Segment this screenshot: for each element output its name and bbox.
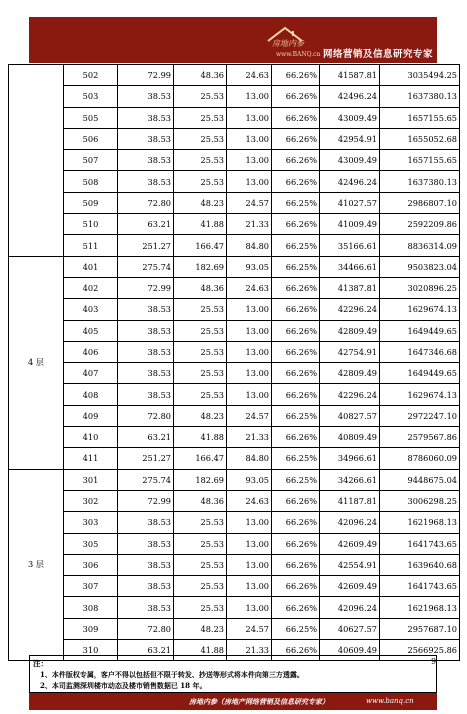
- area-cell: 38.53: [118, 597, 174, 618]
- total-price-cell: 1621968.13: [380, 597, 460, 618]
- floor-label-cell: [9, 65, 64, 257]
- shared-area-cell: 13.00: [227, 341, 272, 362]
- ratio-cell: 66.26%: [272, 597, 320, 618]
- table-row: [9, 533, 460, 554]
- unit-price-cell: 43009.49: [320, 150, 380, 171]
- inner-area-cell: 25.53: [174, 150, 227, 171]
- total-price-cell: 2957687.10: [380, 618, 460, 639]
- ratio-cell: 66.26%: [272, 150, 320, 171]
- ratio-cell: 66.26%: [272, 427, 320, 448]
- inner-area-cell: 25.53: [174, 171, 227, 192]
- shared-area-cell: 13.00: [227, 86, 272, 107]
- shared-area-cell: 13.00: [227, 107, 272, 128]
- area-cell: 38.53: [118, 576, 174, 597]
- area-cell: 251.27: [118, 235, 174, 256]
- area-cell: 38.53: [118, 86, 174, 107]
- ratio-cell: 66.26%: [272, 533, 320, 554]
- area-cell: 38.53: [118, 171, 174, 192]
- area-cell: 38.53: [118, 554, 174, 575]
- area-cell: 251.27: [118, 448, 174, 469]
- total-price-cell: 8786060.09: [380, 448, 460, 469]
- unit-price-cell: 41187.81: [320, 490, 380, 511]
- total-price-cell: 3020896.25: [380, 277, 460, 298]
- ratio-cell: 66.25%: [272, 448, 320, 469]
- total-price-cell: 1637380.13: [380, 86, 460, 107]
- area-cell: 38.53: [118, 341, 174, 362]
- unit-price-cell: 40609.49: [320, 640, 380, 661]
- page-number: 9: [431, 657, 437, 666]
- table-row: [9, 469, 460, 490]
- total-price-cell: 1641743.65: [380, 576, 460, 597]
- unit-price-cell: 42496.24: [320, 171, 380, 192]
- room-number-cell: 510: [64, 214, 118, 235]
- ratio-cell: 66.26%: [272, 640, 320, 661]
- area-cell: 72.80: [118, 618, 174, 639]
- room-number-cell: 410: [64, 427, 118, 448]
- ratio-cell: 66.26%: [272, 576, 320, 597]
- inner-area-cell: 48.36: [174, 490, 227, 511]
- table-row: [9, 320, 460, 341]
- total-price-cell: 3006298.25: [380, 490, 460, 511]
- shared-area-cell: 24.63: [227, 277, 272, 298]
- inner-area-cell: 25.53: [174, 512, 227, 533]
- table-row: [9, 405, 460, 426]
- unit-price-cell: 40827.57: [320, 405, 380, 426]
- notes-title: 注：: [33, 659, 48, 668]
- inner-area-cell: 25.53: [174, 554, 227, 575]
- total-price-cell: 2592209.86: [380, 214, 460, 235]
- table-row: [9, 448, 460, 469]
- room-number-cell: 308: [64, 597, 118, 618]
- area-cell: 275.74: [118, 256, 174, 277]
- note-line: 1、本件版权专属，客户不得以包括但不限于转发、抄送等形式将本件向第三方透露。: [40, 670, 304, 679]
- inner-area-cell: 48.23: [174, 618, 227, 639]
- room-number-cell: 306: [64, 554, 118, 575]
- room-number-cell: 505: [64, 107, 118, 128]
- shared-area-cell: 13.00: [227, 299, 272, 320]
- table-row: [9, 150, 460, 171]
- inner-area-cell: 25.53: [174, 128, 227, 149]
- inner-area-cell: 25.53: [174, 384, 227, 405]
- ratio-cell: 66.25%: [272, 405, 320, 426]
- area-cell: 63.21: [118, 214, 174, 235]
- table-row: [9, 277, 460, 298]
- area-cell: 72.99: [118, 277, 174, 298]
- ratio-cell: 66.26%: [272, 128, 320, 149]
- shared-area-cell: 13.00: [227, 576, 272, 597]
- table-row: [9, 384, 460, 405]
- inner-area-cell: 48.36: [174, 65, 227, 86]
- unit-price-cell: 40627.57: [320, 618, 380, 639]
- area-cell: 38.53: [118, 128, 174, 149]
- table-row: [9, 171, 460, 192]
- unit-price-cell: 34966.61: [320, 448, 380, 469]
- ratio-cell: 66.26%: [272, 320, 320, 341]
- shared-area-cell: 13.00: [227, 171, 272, 192]
- room-number-cell: 301: [64, 469, 118, 490]
- ratio-cell: 66.25%: [272, 469, 320, 490]
- total-price-cell: 8836314.09: [380, 235, 460, 256]
- area-cell: 63.21: [118, 427, 174, 448]
- room-number-cell: 302: [64, 490, 118, 511]
- logo-text: 房地内参: [272, 39, 304, 48]
- inner-area-cell: 41.88: [174, 214, 227, 235]
- area-cell: 38.53: [118, 533, 174, 554]
- total-price-cell: 2566925.86: [380, 640, 460, 661]
- room-number-cell: 405: [64, 320, 118, 341]
- unit-price-cell: 34266.61: [320, 469, 380, 490]
- ratio-cell: 66.26%: [272, 86, 320, 107]
- table-row: [9, 256, 460, 277]
- total-price-cell: 2986807.10: [380, 192, 460, 213]
- room-number-cell: 511: [64, 235, 118, 256]
- total-price-cell: 3035494.25: [380, 65, 460, 86]
- table-row: [9, 618, 460, 639]
- inner-area-cell: 48.36: [174, 277, 227, 298]
- table-row: [9, 86, 460, 107]
- ratio-cell: 66.25%: [272, 192, 320, 213]
- inner-area-cell: 182.69: [174, 469, 227, 490]
- unit-price-cell: 34466.61: [320, 256, 380, 277]
- shared-area-cell: 21.33: [227, 214, 272, 235]
- shared-area-cell: 84.80: [227, 448, 272, 469]
- room-number-cell: 403: [64, 299, 118, 320]
- ratio-cell: 66.25%: [272, 256, 320, 277]
- room-number-cell: 509: [64, 192, 118, 213]
- ratio-cell: 66.26%: [272, 214, 320, 235]
- table-row: [9, 192, 460, 213]
- unit-price-cell: 42754.91: [320, 341, 380, 362]
- inner-area-cell: 25.53: [174, 533, 227, 554]
- inner-area-cell: 166.47: [174, 235, 227, 256]
- shared-area-cell: 13.00: [227, 597, 272, 618]
- shared-area-cell: 84.80: [227, 235, 272, 256]
- total-price-cell: 1629674.13: [380, 299, 460, 320]
- inner-area-cell: 48.23: [174, 192, 227, 213]
- total-price-cell: 1657155.65: [380, 107, 460, 128]
- shared-area-cell: 13.00: [227, 363, 272, 384]
- area-cell: 38.53: [118, 363, 174, 384]
- table-row: [9, 512, 460, 533]
- total-price-cell: 1621968.13: [380, 512, 460, 533]
- banner-title: 网络营销及信息研究专家: [323, 49, 434, 60]
- total-price-cell: 1649449.65: [380, 320, 460, 341]
- total-price-cell: 1655052.68: [380, 128, 460, 149]
- total-price-cell: 2972247.10: [380, 405, 460, 426]
- shared-area-cell: 13.00: [227, 320, 272, 341]
- table-row: [9, 214, 460, 235]
- room-number-cell: 503: [64, 86, 118, 107]
- area-cell: 72.99: [118, 490, 174, 511]
- footer-url: www.banq.cn: [366, 697, 414, 705]
- room-number-cell: 411: [64, 448, 118, 469]
- room-number-cell: 409: [64, 405, 118, 426]
- ratio-cell: 66.26%: [272, 65, 320, 86]
- area-cell: 72.80: [118, 405, 174, 426]
- total-price-cell: 1629674.13: [380, 384, 460, 405]
- area-cell: 38.53: [118, 299, 174, 320]
- unit-price-cell: 42609.49: [320, 576, 380, 597]
- inner-area-cell: 41.88: [174, 427, 227, 448]
- shared-area-cell: 13.00: [227, 533, 272, 554]
- shared-area-cell: 13.00: [227, 384, 272, 405]
- area-cell: 38.53: [118, 384, 174, 405]
- shared-area-cell: 24.57: [227, 405, 272, 426]
- shared-area-cell: 93.05: [227, 469, 272, 490]
- unit-price-table: [8, 64, 460, 661]
- unit-price-cell: 42554.91: [320, 554, 380, 575]
- total-price-cell: 1641743.65: [380, 533, 460, 554]
- room-number-cell: 408: [64, 384, 118, 405]
- logo-url: www.BANQ.cn: [276, 51, 321, 58]
- table-row: [9, 576, 460, 597]
- ratio-cell: 66.26%: [272, 363, 320, 384]
- unit-price-cell: 42609.49: [320, 533, 380, 554]
- inner-area-cell: 41.88: [174, 640, 227, 661]
- room-number-cell: 508: [64, 171, 118, 192]
- table-row: [9, 235, 460, 256]
- inner-area-cell: 25.53: [174, 107, 227, 128]
- total-price-cell: 9503823.04: [380, 256, 460, 277]
- inner-area-cell: 25.53: [174, 320, 227, 341]
- unit-price-cell: 42496.24: [320, 86, 380, 107]
- area-cell: 38.53: [118, 107, 174, 128]
- unit-price-cell: 42809.49: [320, 363, 380, 384]
- unit-price-cell: 42809.49: [320, 320, 380, 341]
- ratio-cell: 66.26%: [272, 384, 320, 405]
- total-price-cell: 9448675.04: [380, 469, 460, 490]
- inner-area-cell: 25.53: [174, 86, 227, 107]
- notes-box: [29, 655, 437, 693]
- area-cell: 275.74: [118, 469, 174, 490]
- unit-price-cell: 41027.57: [320, 192, 380, 213]
- total-price-cell: 1657155.65: [380, 150, 460, 171]
- shared-area-cell: 13.00: [227, 128, 272, 149]
- unit-price-cell: 41387.81: [320, 277, 380, 298]
- area-cell: 38.53: [118, 512, 174, 533]
- unit-price-cell: 42296.24: [320, 384, 380, 405]
- unit-price-cell: 35166.61: [320, 235, 380, 256]
- room-number-cell: 305: [64, 533, 118, 554]
- shared-area-cell: 24.57: [227, 192, 272, 213]
- unit-price-cell: 42296.24: [320, 299, 380, 320]
- table-row: [9, 341, 460, 362]
- unit-price-cell: 43009.49: [320, 107, 380, 128]
- ratio-cell: 66.26%: [272, 299, 320, 320]
- ratio-cell: 66.26%: [272, 490, 320, 511]
- room-number-cell: 407: [64, 363, 118, 384]
- room-number-cell: 507: [64, 150, 118, 171]
- inner-area-cell: 25.53: [174, 299, 227, 320]
- total-price-cell: 1637380.13: [380, 171, 460, 192]
- shared-area-cell: 24.57: [227, 618, 272, 639]
- shared-area-cell: 21.33: [227, 640, 272, 661]
- inner-area-cell: 48.23: [174, 405, 227, 426]
- area-cell: 72.80: [118, 192, 174, 213]
- inner-area-cell: 25.53: [174, 341, 227, 362]
- ratio-cell: 66.26%: [272, 512, 320, 533]
- table-row: [9, 363, 460, 384]
- footer-text: 房地内参（房地产网络营销及信息研究专家）: [189, 697, 329, 706]
- room-number-cell: 402: [64, 277, 118, 298]
- area-cell: 38.53: [118, 150, 174, 171]
- total-price-cell: 1649449.65: [380, 363, 460, 384]
- table-row: [9, 128, 460, 149]
- room-number-cell: 310: [64, 640, 118, 661]
- table-row: [9, 107, 460, 128]
- total-price-cell: 1647346.68: [380, 341, 460, 362]
- room-number-cell: 506: [64, 128, 118, 149]
- table-row: [9, 65, 460, 86]
- shared-area-cell: 21.33: [227, 427, 272, 448]
- area-cell: 63.21: [118, 640, 174, 661]
- shared-area-cell: 93.05: [227, 256, 272, 277]
- room-number-cell: 309: [64, 618, 118, 639]
- ratio-cell: 66.26%: [272, 107, 320, 128]
- inner-area-cell: 25.53: [174, 576, 227, 597]
- shared-area-cell: 13.00: [227, 554, 272, 575]
- inner-area-cell: 182.69: [174, 256, 227, 277]
- unit-price-cell: 42096.24: [320, 512, 380, 533]
- ratio-cell: 66.26%: [272, 171, 320, 192]
- inner-area-cell: 25.53: [174, 597, 227, 618]
- room-number-cell: 406: [64, 341, 118, 362]
- inner-area-cell: 166.47: [174, 448, 227, 469]
- ratio-cell: 66.25%: [272, 618, 320, 639]
- area-cell: 38.53: [118, 320, 174, 341]
- ratio-cell: 66.26%: [272, 277, 320, 298]
- note-line: 2、本司监测深圳楼市动态及楼市销售数据已 18 年。: [40, 681, 207, 690]
- shared-area-cell: 13.00: [227, 150, 272, 171]
- ratio-cell: 66.26%: [272, 554, 320, 575]
- shared-area-cell: 24.63: [227, 65, 272, 86]
- floor-label-cell: 4 层: [9, 256, 64, 469]
- unit-price-cell: 42954.91: [320, 128, 380, 149]
- unit-price-cell: 41009.49: [320, 214, 380, 235]
- ratio-cell: 66.25%: [272, 235, 320, 256]
- shared-area-cell: 13.00: [227, 512, 272, 533]
- table-row: [9, 554, 460, 575]
- unit-price-cell: 42096.24: [320, 597, 380, 618]
- total-price-cell: 1639640.68: [380, 554, 460, 575]
- table-row: [9, 597, 460, 618]
- room-number-cell: 307: [64, 576, 118, 597]
- table-row: [9, 427, 460, 448]
- area-cell: 72.99: [118, 65, 174, 86]
- room-number-cell: 303: [64, 512, 118, 533]
- floor-label-cell: 3 层: [9, 469, 64, 661]
- total-price-cell: 2579567.86: [380, 427, 460, 448]
- unit-price-cell: 40809.49: [320, 427, 380, 448]
- inner-area-cell: 25.53: [174, 363, 227, 384]
- table-row: [9, 299, 460, 320]
- ratio-cell: 66.26%: [272, 341, 320, 362]
- room-number-cell: 502: [64, 65, 118, 86]
- room-number-cell: 401: [64, 256, 118, 277]
- shared-area-cell: 24.63: [227, 490, 272, 511]
- table-row: [9, 490, 460, 511]
- unit-price-cell: 41587.81: [320, 65, 380, 86]
